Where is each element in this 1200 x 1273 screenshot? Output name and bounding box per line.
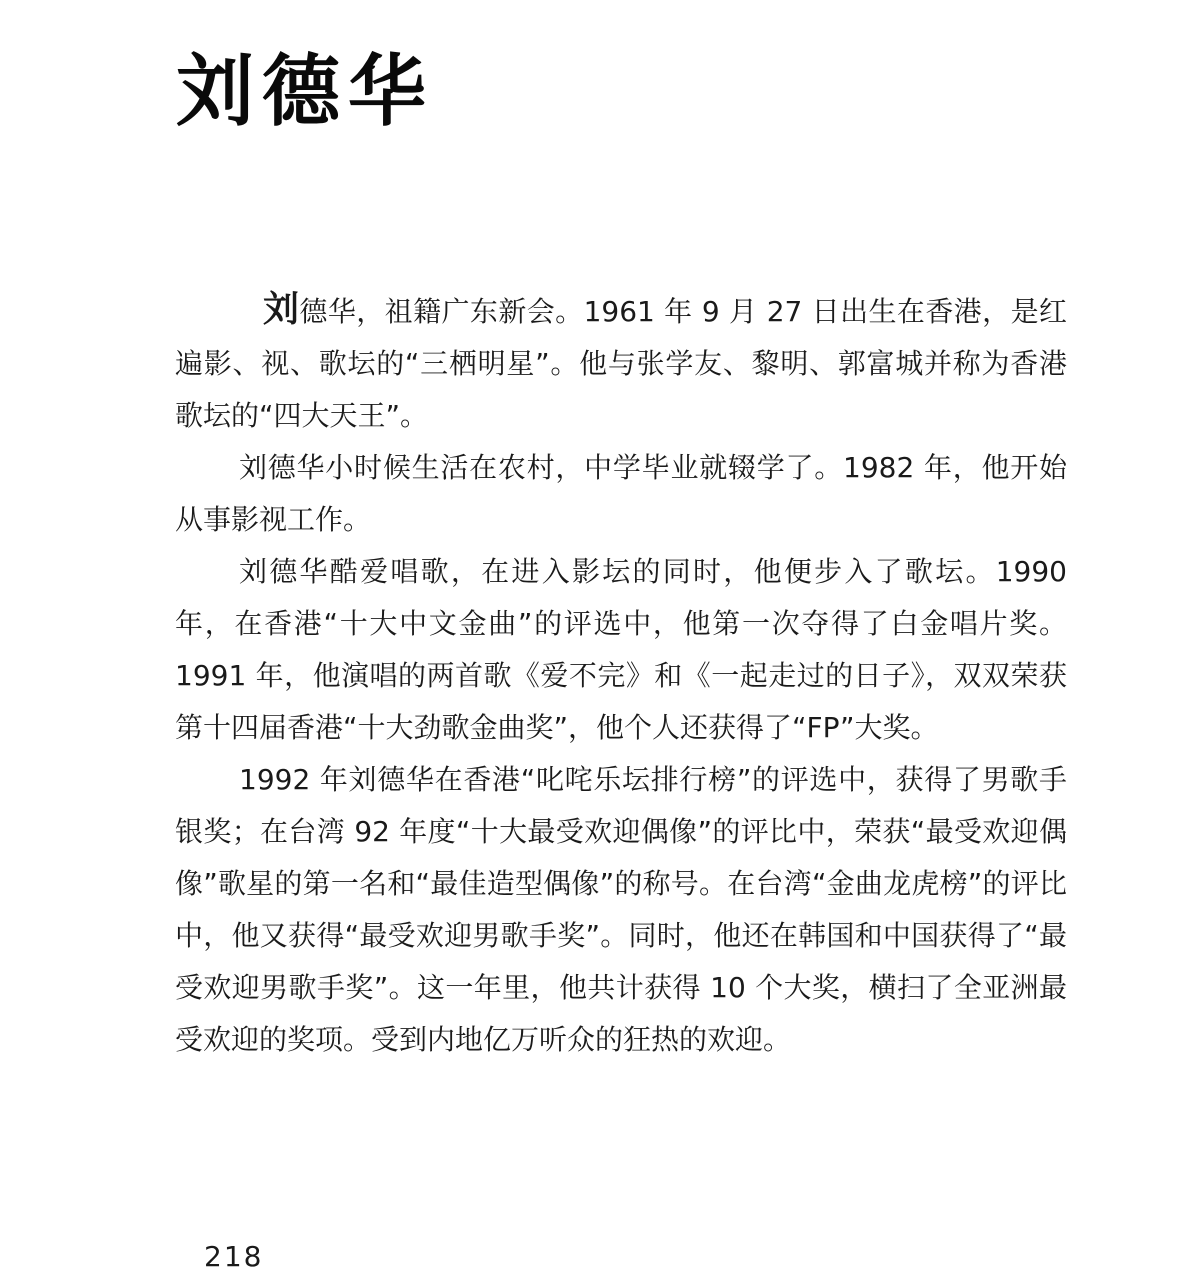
page-number: 218 xyxy=(204,1240,264,1273)
paragraph-3: 刘德华酷爱唱歌，在进入影坛的同时，他便步入了歌坛。1990 年，在香港“十大中文金曲”的评选中，他第一次夺得了白金唱片奖。1991 年，他演唱的两首歌《爱不完》和《一起走过的日子》，双双荣获第十四届香港“十大劲歌金曲奖”，他个人还获得了“FP”大奖。 xyxy=(175,555,1067,744)
article-body xyxy=(175,284,1067,1066)
page-title: 刘德华 xyxy=(176,47,435,137)
paragraph-4: 1992 年刘德华在香港“叱咤乐坛排行榜”的评选中，获得了男歌手银奖；在台湾 92 年度“十大最受欢迎偶像”的评比中，荣获“最受欢迎偶像”歌星的第一名和“最佳造型偶像”的称号。在台湾“金曲龙虎榜”的评比中，他又获得“最受欢迎男歌手奖”。同时，他还在韩国和中国获得了“最受欢迎男歌手奖”。这一年里，他共计获得 10 个大奖，横扫了全亚洲最受欢迎的奖项。受到内地亿万听众的狂热的欢迎。 xyxy=(175,763,1067,1056)
paragraph-1 xyxy=(175,284,1067,442)
paragraph-2: 刘德华小时候生活在农村，中学毕业就辍学了。1982 年，他开始从事影视工作。 xyxy=(175,451,1067,536)
paragraph-1-text: 德华，祖籍广东新会。1961 年 9 月 27 日出生在香港，是红遍影、视、歌坛的“三栖明星”。他与张学友、黎明、郭富城并称为香港歌坛的“四大天王”。 xyxy=(175,295,1067,432)
dropcap-character: 刘 xyxy=(263,289,300,330)
